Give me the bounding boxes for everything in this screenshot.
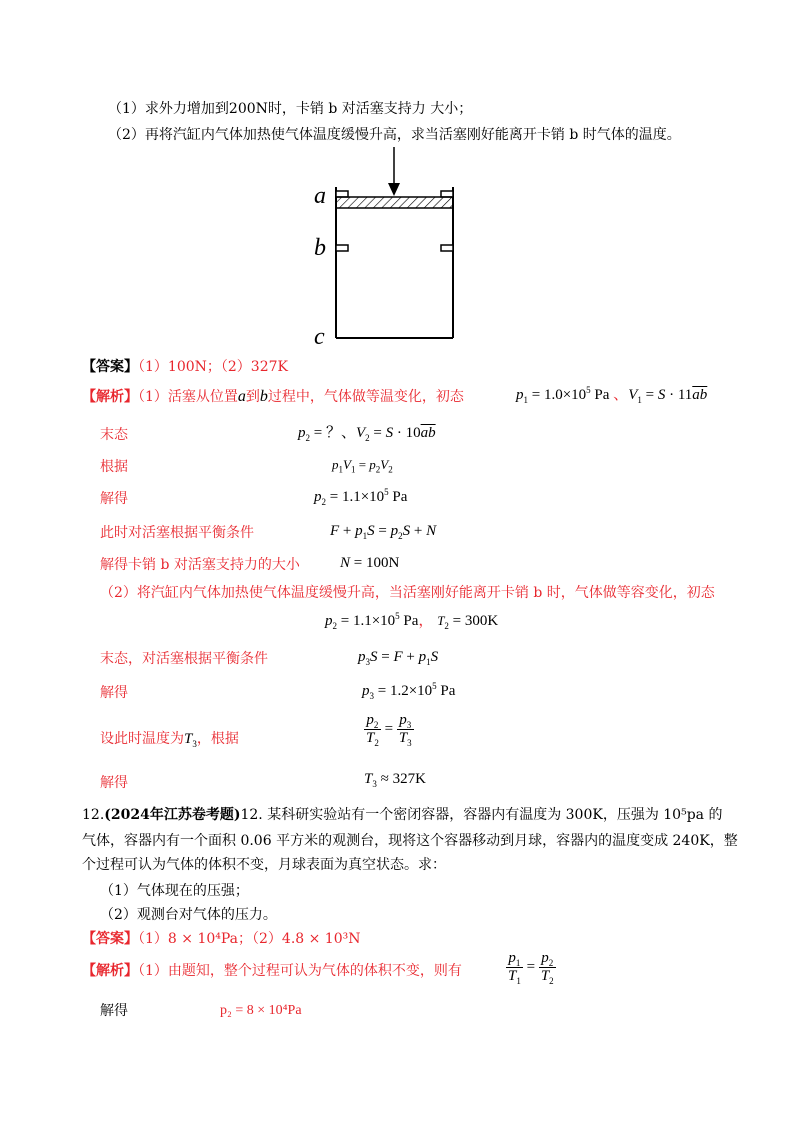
eq-p3: $p_3 = 1.2\times 10^5$ Pa — [362, 681, 456, 701]
q12-sub-1: （1）气体现在的压强； — [100, 883, 249, 899]
label-solve-3: 解得 — [100, 775, 128, 791]
pin-b-left — [336, 245, 348, 251]
eq-initial-state: $p_1 = 1.0\times 10^5$ Pa 、$V_1 = S \cdot 11\overline{ab}$ — [516, 385, 708, 405]
q12-line-2: 气体，容器内有一个面积 0.06 平方米的观测台，现将这个容器移动到月球，容器内的温度变成 240K，整 — [82, 833, 738, 849]
label-solve-2: 解得 — [100, 685, 128, 701]
q12-line-3: 个过程可认为气体的体积不变，月球表面为真空状态。求： — [82, 857, 446, 873]
label-final-balance: 末态，对活塞根据平衡条件 — [100, 651, 268, 667]
label-support-force: 解得卡销 b 对活塞支持力的大小 — [100, 557, 300, 573]
eq-N: N = 100N — [340, 555, 400, 571]
answer-text: （1）100N；（2）327K — [138, 359, 288, 375]
q12-analysis-tag: 【解析】 — [82, 963, 138, 979]
q12-source: (2024年江苏卷考题) — [104, 807, 241, 823]
label-set-temp-b: ，根据 — [196, 731, 239, 747]
q12-text1: 12. 某科研实验站有一个密闭容器，容器内有温度为 300K，压强为 10⁵pa 的 — [240, 807, 723, 823]
eq-balance: $F + p_1S = p_2S + N$ — [330, 523, 437, 541]
q12-analysis-text: （1）由题知，整个过程可认为气体的体积不变，则有 — [138, 963, 462, 979]
q12-sub-2: （2）观测台对气体的压力。 — [100, 907, 277, 923]
analysis-line-7: （2）将汽缸内气体加热使气体温度缓慢升高，当活塞刚好能离开卡销 b 时，气体做等容变化，初态 — [100, 585, 715, 601]
pin-a-left — [336, 191, 348, 197]
question-part-1: （1）求外力增加到200N时，卡销 b 对活塞支持力 大小； — [108, 101, 473, 117]
answer-tag: 【答案】 — [82, 359, 138, 375]
analysis-l1-to: 到 — [245, 389, 260, 405]
eq-T3: $T_3 \approx 327K$ — [364, 771, 426, 789]
q12-solve-val: p₂ = 8 × 10⁴Pa — [220, 1003, 302, 1018]
analysis-l1: （1）活塞从位置 — [138, 389, 238, 405]
eq-final-state: $p_2$ = ？、$V_2 = S \cdot 10\overline{ab}$ — [298, 425, 436, 443]
q12-line-1 — [82, 806, 722, 824]
label-set-temp: 设此时温度为$T_3$，根据 — [100, 731, 239, 749]
label-c: c — [314, 324, 325, 350]
q12-eq-charles: $\frac{p_1}{T_1}$ = $\frac{p_2}{T_2}$ — [508, 950, 554, 986]
eq-balance-2: $p_3S = F + p_1S$ — [358, 649, 439, 667]
q12-answer-tag: 【答案】 — [82, 931, 138, 947]
label-b: b — [314, 235, 326, 261]
pin-b-right — [441, 245, 453, 251]
label-balance: 此时对活塞根据平衡条件 — [100, 525, 254, 541]
q12-analysis-line — [82, 962, 462, 980]
q12-solve-label: 解得 — [100, 1003, 128, 1019]
analysis-l1-b: b — [259, 388, 268, 405]
eq-charles: $\frac{p_2}{T_2}$ = $\frac{p_3}{T_3}$ — [366, 712, 412, 748]
cylinder-figure — [300, 145, 480, 350]
label-a: a — [314, 183, 326, 209]
label-according: 根据 — [100, 459, 128, 475]
eq-state-2: $p_2 = 1.1\times 10^5$ Pa， $T_2 = 300K$ — [325, 611, 499, 631]
analysis-tag: 【解析】 — [82, 389, 138, 405]
question-part-2: （2）再将汽缸内气体加热使气体温度缓慢升高，求当活塞刚好能离开卡销 b 时气体的温度。 — [108, 127, 681, 143]
q12-num: 12. — [82, 807, 105, 823]
q12-answer-text: （1）8 × 10⁴Pa；（2）4.8 × 10³N — [138, 931, 361, 947]
answer-line — [82, 358, 288, 376]
eq-p2: $p_2 = 1.1\times 10^5$ Pa — [314, 487, 408, 507]
analysis-l1-a: a — [237, 388, 246, 405]
pin-a-right — [441, 191, 453, 197]
piston — [336, 197, 453, 208]
analysis-line-1 — [82, 388, 464, 406]
q12-answer-line — [82, 930, 361, 948]
force-arrowhead — [388, 183, 400, 196]
label-set-temp-a: 设此时温度为 — [100, 731, 184, 747]
eq-boyle: $p_1V_1 = p_2V_2$ — [332, 457, 393, 475]
label-solve-1: 解得 — [100, 491, 128, 507]
analysis-l1-rest: 过程中，气体做等温变化，初态 — [267, 389, 464, 405]
label-final-state: 末态 — [100, 427, 128, 443]
